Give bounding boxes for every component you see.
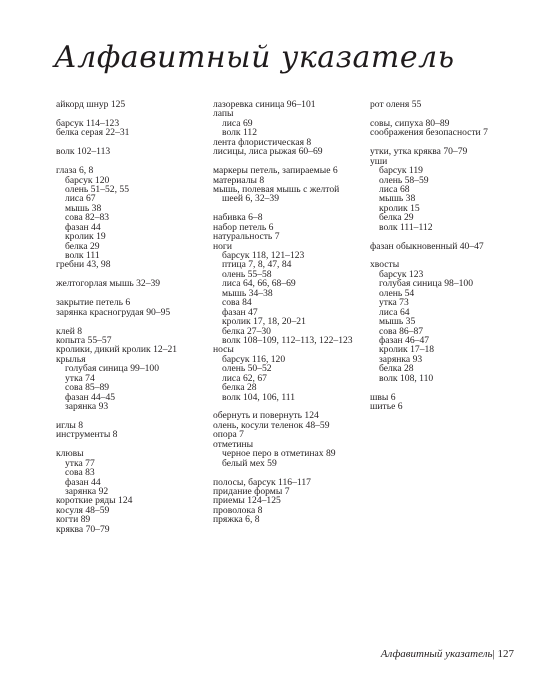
index-entry: лапы bbox=[213, 108, 234, 120]
index-entry: шитье 6 bbox=[370, 401, 403, 412]
index-entry: закрытие петель 6 bbox=[56, 297, 131, 309]
index-entry: кряква 70–79 bbox=[56, 523, 110, 535]
index-entry: олень, косули теленок 48–59 bbox=[213, 419, 330, 431]
footer-section-title: Алфавитный указатель bbox=[380, 648, 493, 660]
index-subentry: зарянка 93 bbox=[65, 401, 109, 412]
index-entry: желтогорлая мышь 32–39 bbox=[56, 278, 161, 290]
index-entry: кролики, дикий кролик 12–21 bbox=[56, 344, 178, 356]
index-group bbox=[56, 298, 206, 317]
index-subentry: фазан 44 bbox=[65, 221, 101, 233]
index-entry: мышь, полевая мышь с желтой bbox=[213, 183, 340, 195]
index-entry: набор петель 6 bbox=[213, 221, 274, 233]
index-entry: утки, утка кряква 70–79 bbox=[370, 146, 468, 158]
index-subentry: мышь 38 bbox=[65, 202, 102, 214]
index-subentry: зарянка 92 bbox=[65, 485, 109, 497]
index-subentry: черное перо в отметинах 89 bbox=[222, 448, 336, 460]
index-subentry: белка 28 bbox=[222, 382, 257, 394]
index-subentry: утка 77 bbox=[65, 457, 95, 469]
page-title: Алфавитный указатель bbox=[54, 40, 455, 75]
index-subentry: сова 84 bbox=[222, 297, 252, 309]
index-subentry: волк 111 bbox=[65, 250, 100, 261]
index-subentry: лиса 64 bbox=[379, 306, 410, 318]
index-entry: маркеры петель, запираемые 6 bbox=[213, 165, 338, 177]
index-group bbox=[56, 147, 206, 156]
index-entry: пряжка 6, 8 bbox=[213, 514, 260, 526]
index-group bbox=[213, 411, 363, 468]
index-group bbox=[370, 100, 520, 109]
index-subentry: фазан 44–45 bbox=[65, 391, 116, 403]
index-entry: соображения безопасности 7 bbox=[370, 127, 488, 139]
index-entry: рот оленя 55 bbox=[370, 99, 422, 110]
index-group bbox=[370, 393, 520, 412]
index-group bbox=[370, 260, 520, 383]
index-entry: проволока 8 bbox=[213, 504, 263, 516]
index-entry: зарянка красногрудая 90–95 bbox=[56, 306, 171, 318]
index-subentry: сова 86–87 bbox=[379, 325, 424, 337]
index-subentry: барсук 116, 120 bbox=[222, 353, 286, 365]
index-subentry: волк 112 bbox=[222, 127, 258, 139]
index-subentry: мышь 35 bbox=[379, 316, 416, 328]
index-subentry: утка 73 bbox=[379, 297, 409, 309]
index-subentry: барсук 120 bbox=[65, 174, 110, 186]
index-subentry: лиса 67 bbox=[65, 193, 96, 205]
index-subentry: олень 51–52, 55 bbox=[65, 183, 129, 195]
index-column-3 bbox=[370, 100, 520, 421]
index-subentry: белка 27–30 bbox=[222, 325, 271, 337]
index-group bbox=[56, 166, 206, 270]
index-entry: придание формы 7 bbox=[213, 485, 290, 497]
index-subentry: сова 82–83 bbox=[65, 212, 110, 224]
index-entry: лазоревка синица 96–101 bbox=[213, 99, 316, 110]
index-subentry: кролик 15 bbox=[379, 202, 420, 214]
index-subentry: лиса 64, 66, 68–69 bbox=[222, 278, 296, 290]
index-group bbox=[213, 100, 363, 157]
page-footer bbox=[381, 648, 514, 660]
index-subentry: зарянка 93 bbox=[379, 353, 423, 365]
index-entry: айкорд шнур 125 bbox=[56, 99, 126, 110]
index-entry: натуральность 7 bbox=[213, 231, 280, 243]
index-group bbox=[213, 478, 363, 525]
index-subentry: кролик 19 bbox=[65, 231, 106, 243]
index-subentry: белка 29 bbox=[379, 212, 414, 224]
footer-separator: | bbox=[492, 648, 495, 660]
index-entry: барсук 114–123 bbox=[56, 117, 120, 129]
index-subentry: голубая синица 98–100 bbox=[379, 278, 474, 290]
index-entry: отметины bbox=[213, 438, 254, 450]
index-subentry: птица 7, 8, 47, 84 bbox=[222, 259, 292, 271]
index-group bbox=[56, 421, 206, 440]
index-subentry: лиса 62, 67 bbox=[222, 372, 267, 384]
index-subentry: лиса 68 bbox=[379, 183, 410, 195]
index-entry: полосы, барсук 116–117 bbox=[213, 476, 311, 488]
index-entry: гребни 43, 98 bbox=[56, 259, 111, 271]
index-group bbox=[56, 119, 206, 138]
index-entry: копыта 55–57 bbox=[56, 334, 112, 346]
index-entry: инструменты 8 bbox=[56, 429, 118, 441]
index-subentry: белый мех 59 bbox=[222, 457, 277, 469]
index-group bbox=[56, 327, 206, 412]
index-entry: белка серая 22–31 bbox=[56, 127, 130, 139]
index-entry: ноги bbox=[213, 240, 233, 252]
index-entry: клювы bbox=[56, 448, 84, 460]
index-entry: носы bbox=[213, 344, 234, 356]
index-entry: материалы 8 bbox=[213, 174, 265, 186]
index-subentry: волк 108–109, 112–113, 122–123 bbox=[222, 334, 353, 346]
index-subentry: барсук 119 bbox=[379, 165, 423, 177]
index-entry: уши bbox=[370, 155, 388, 167]
index-entry: шеей 6, 32–39 bbox=[222, 193, 280, 205]
index-group bbox=[56, 100, 206, 109]
index-group bbox=[370, 147, 520, 232]
index-subentry: волк 104, 106, 111 bbox=[222, 391, 296, 403]
index-entry: приемы 124–125 bbox=[213, 495, 281, 507]
page-number: 127 bbox=[497, 648, 514, 660]
index-subentry: сова 85–89 bbox=[65, 382, 110, 394]
index-entry: крылья bbox=[56, 353, 86, 365]
index-subentry: волк 111–112 bbox=[379, 221, 433, 233]
index-entry: иглы 8 bbox=[56, 419, 84, 431]
index-subentry: сова 83 bbox=[65, 467, 95, 479]
index-entry: лента флористическая 8 bbox=[213, 136, 312, 148]
index-entry: обернуть и повернуть 124 bbox=[213, 410, 319, 422]
index-group bbox=[370, 119, 520, 138]
index-subentry: фазан 47 bbox=[222, 306, 258, 318]
index-entry: короткие ряды 124 bbox=[56, 495, 133, 507]
index-subentry: фазан 44 bbox=[65, 476, 101, 488]
index-subentry: барсук 123 bbox=[379, 268, 424, 280]
index-group bbox=[370, 242, 520, 251]
index-group bbox=[213, 166, 363, 204]
index-column-2 bbox=[213, 100, 363, 534]
index-subentry: мышь 38 bbox=[379, 193, 416, 205]
index-entry: когти 89 bbox=[56, 514, 91, 526]
index-group bbox=[56, 279, 206, 288]
index-entry: лисицы, лиса рыжая 60–69 bbox=[213, 146, 323, 158]
index-subentry: белка 28 bbox=[379, 363, 414, 375]
index-entry: волк 102–113 bbox=[56, 146, 111, 158]
index-subentry: кролик 17–18 bbox=[379, 344, 435, 356]
index-group bbox=[213, 213, 363, 402]
index-entry: глаза 6, 8 bbox=[56, 165, 94, 177]
index-entry: опора 7 bbox=[213, 429, 244, 441]
index-subentry: волк 108, 110 bbox=[379, 372, 434, 384]
index-subentry: фазан 46–47 bbox=[379, 334, 430, 346]
index-entry: клей 8 bbox=[56, 325, 83, 337]
index-entry: швы 6 bbox=[370, 391, 396, 403]
index-entry: фазан обыкновенный 40–47 bbox=[370, 240, 484, 252]
index-column-1 bbox=[56, 100, 206, 544]
index-entry: набивка 6–8 bbox=[213, 212, 263, 224]
index-subentry: олень 58–59 bbox=[379, 174, 429, 186]
index-subentry: барсук 118, 121–123 bbox=[222, 250, 305, 261]
index-subentry: лиса 69 bbox=[222, 117, 253, 129]
index-subentry: мышь 34–38 bbox=[222, 287, 273, 299]
index-subentry: голубая синица 99–100 bbox=[65, 363, 160, 375]
index-subentry: утка 74 bbox=[65, 372, 95, 384]
index-entry: совы, сипуха 80–89 bbox=[370, 117, 450, 129]
index-entry: хвосты bbox=[370, 259, 400, 271]
index-subentry: олень 54 bbox=[379, 287, 415, 299]
index-subentry: олень 50–52 bbox=[222, 363, 272, 375]
index-subentry: кролик 17, 18, 20–21 bbox=[222, 316, 306, 328]
index-subentry: олень 55–58 bbox=[222, 268, 272, 280]
index-group bbox=[56, 449, 206, 534]
index-subentry: белка 29 bbox=[65, 240, 100, 252]
index-entry: косуля 48–59 bbox=[56, 504, 110, 516]
